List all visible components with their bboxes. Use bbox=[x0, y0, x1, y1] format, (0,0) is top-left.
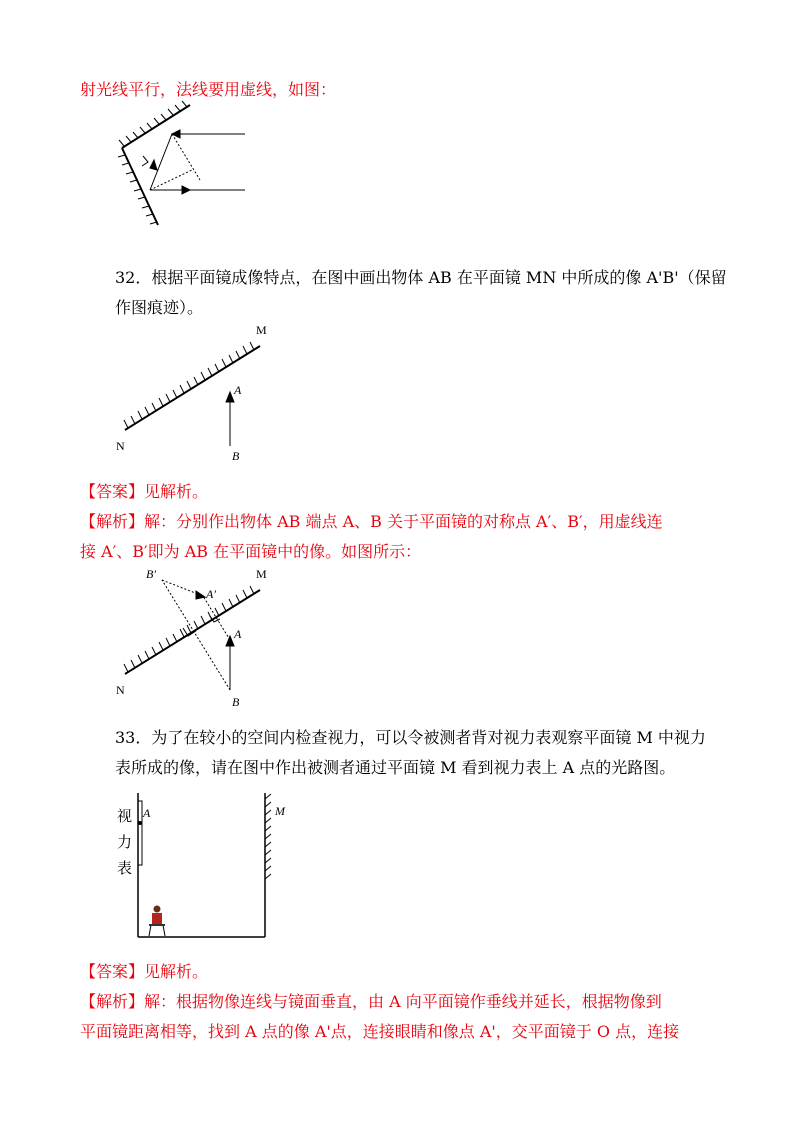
q33-analysis-2: 平面镜距离相等，找到 A 点的像 A'点，连接眼睛和像点 A'，交平面镜于 O 点，连接 bbox=[80, 1022, 680, 1041]
q33-analysis-1: 【解析】解：根据物像连线与镜面垂直，由 A 向平面镜作垂线并延长，根据物像到 bbox=[80, 992, 662, 1011]
label-point-A: A bbox=[143, 806, 151, 820]
label-N: N bbox=[116, 439, 125, 453]
q33-answer: 【答案】见解析。 bbox=[80, 962, 209, 981]
q32-line1: 32．根据平面镜成像特点，在图中画出物体 AB 在平面镜 MN 中所成的像 A'B'（保留 bbox=[115, 268, 727, 287]
solution-label-M: M bbox=[256, 567, 267, 581]
q32-solution-figure bbox=[110, 562, 290, 712]
q32-figure bbox=[110, 318, 290, 468]
q33-line1: 33．为了在较小的空间内检查视力，可以令被测者背对视力表观察平面镜 M 中视力 bbox=[115, 728, 706, 747]
previous-answer-tail: 射光线平行，法线要用虚线，如图： bbox=[80, 80, 337, 99]
label-B: B bbox=[232, 449, 240, 463]
solution-label-A: A bbox=[234, 627, 242, 641]
chart-char-3: 表 bbox=[117, 859, 133, 877]
q32-analysis-1: 【解析】解：分别作出物体 AB 端点 A、B 关于平面镜的对称点 A′、B′，用虚线连 bbox=[80, 512, 663, 531]
mirror-m-hatch bbox=[265, 794, 271, 879]
solution-label-B: B bbox=[232, 695, 240, 709]
upper-mirror-hatch bbox=[119, 101, 187, 146]
q33-line2: 表所成的像，请在图中作出被测者通过平面镜 M 看到视力表上 A 点的光路图。 bbox=[115, 758, 676, 777]
q32-line2: 作图痕迹）。 bbox=[115, 298, 204, 317]
solution-label-B-prime: B′ bbox=[146, 567, 156, 581]
q32-analysis-2: 接 A′、B′即为 AB 在平面镜中的像。如图所示： bbox=[80, 542, 422, 561]
chart-char-2: 力 bbox=[117, 833, 133, 851]
label-mirror-M: M bbox=[275, 804, 285, 818]
label-A: A bbox=[234, 383, 242, 397]
seated-person-icon bbox=[149, 906, 165, 937]
q33-figure bbox=[105, 785, 305, 945]
chart-char-1: 视 bbox=[117, 807, 133, 825]
solution-label-N: N bbox=[116, 683, 125, 697]
solution-label-A-prime: A′ bbox=[206, 587, 216, 601]
label-M: M bbox=[256, 323, 267, 337]
corner-mirror-figure bbox=[110, 100, 260, 240]
q32-answer: 【答案】见解析。 bbox=[80, 482, 209, 501]
